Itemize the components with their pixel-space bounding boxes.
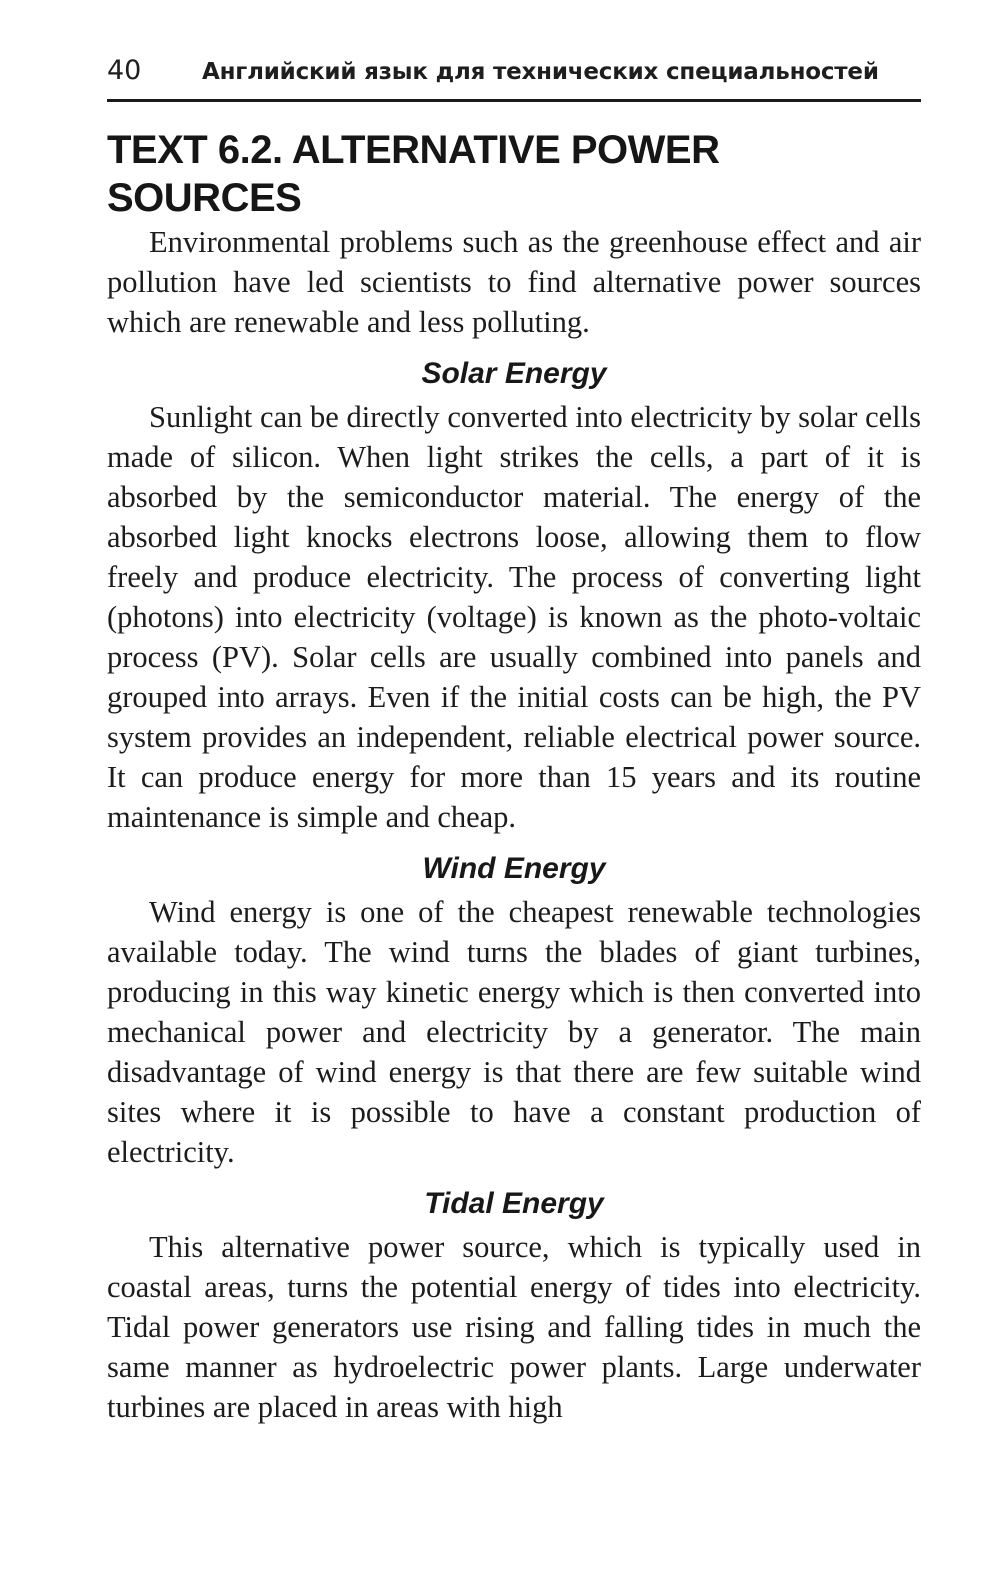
text-title: TEXT 6.2. ALTERNATIVE POWER SOURCES bbox=[107, 128, 720, 220]
section-heading-solar: Solar Energy bbox=[421, 357, 607, 390]
body-text bbox=[107, 222, 921, 1427]
intro-paragraph: Environmental problems such as the greenhouse effect and air pollution have led scientists to find alternative power sources which are renewable and less polluting. bbox=[107, 225, 921, 339]
section-heading-wind: Wind Energy bbox=[422, 852, 606, 885]
section-heading-tidal: Tidal Energy bbox=[424, 1187, 604, 1220]
section-paragraph-tidal: This alternative power source, which is typically used in coastal areas, turns the potential energy of tides into electricity. Tidal power generators use rising and falling tides in much the same manner as hydroelectric power plants. Large underwater turbines are placed in areas with high bbox=[107, 1230, 921, 1424]
running-header bbox=[107, 55, 921, 97]
running-title: Английский язык для технических специальностей bbox=[202, 59, 879, 85]
section-paragraph-solar: Sunlight can be directly converted into electricity by solar cells made of silicon. When light strikes the cells, a part of it is absorbed by the semiconductor material. The energy of the absorbed light knocks electrons loose, allowing them to flow freely and produce electricity. The process of converting light (photons) into electricity (voltage) is known as the photo-voltaic process (PV). Solar cells are usually combined into panels and grouped into arrays. Even if the initial costs can be high, the PV system provides an independent, reliable electrical power source. It can produce energy for more than 15 years and its routine maintenance is simple and cheap. bbox=[107, 400, 921, 834]
page-number: 40 bbox=[107, 55, 142, 86]
book-page bbox=[107, 55, 921, 1427]
header-rule bbox=[107, 99, 921, 102]
section-paragraph-wind: Wind energy is one of the cheapest renewable technologies available today. The wind turns the blades of giant turbines, producing in this way kinetic energy which is then converted into mechanical power and electricity by a generator. The main disadvantage of wind energy is that there are few suitable wind sites where it is possible to have a constant production of electricity. bbox=[107, 895, 921, 1169]
